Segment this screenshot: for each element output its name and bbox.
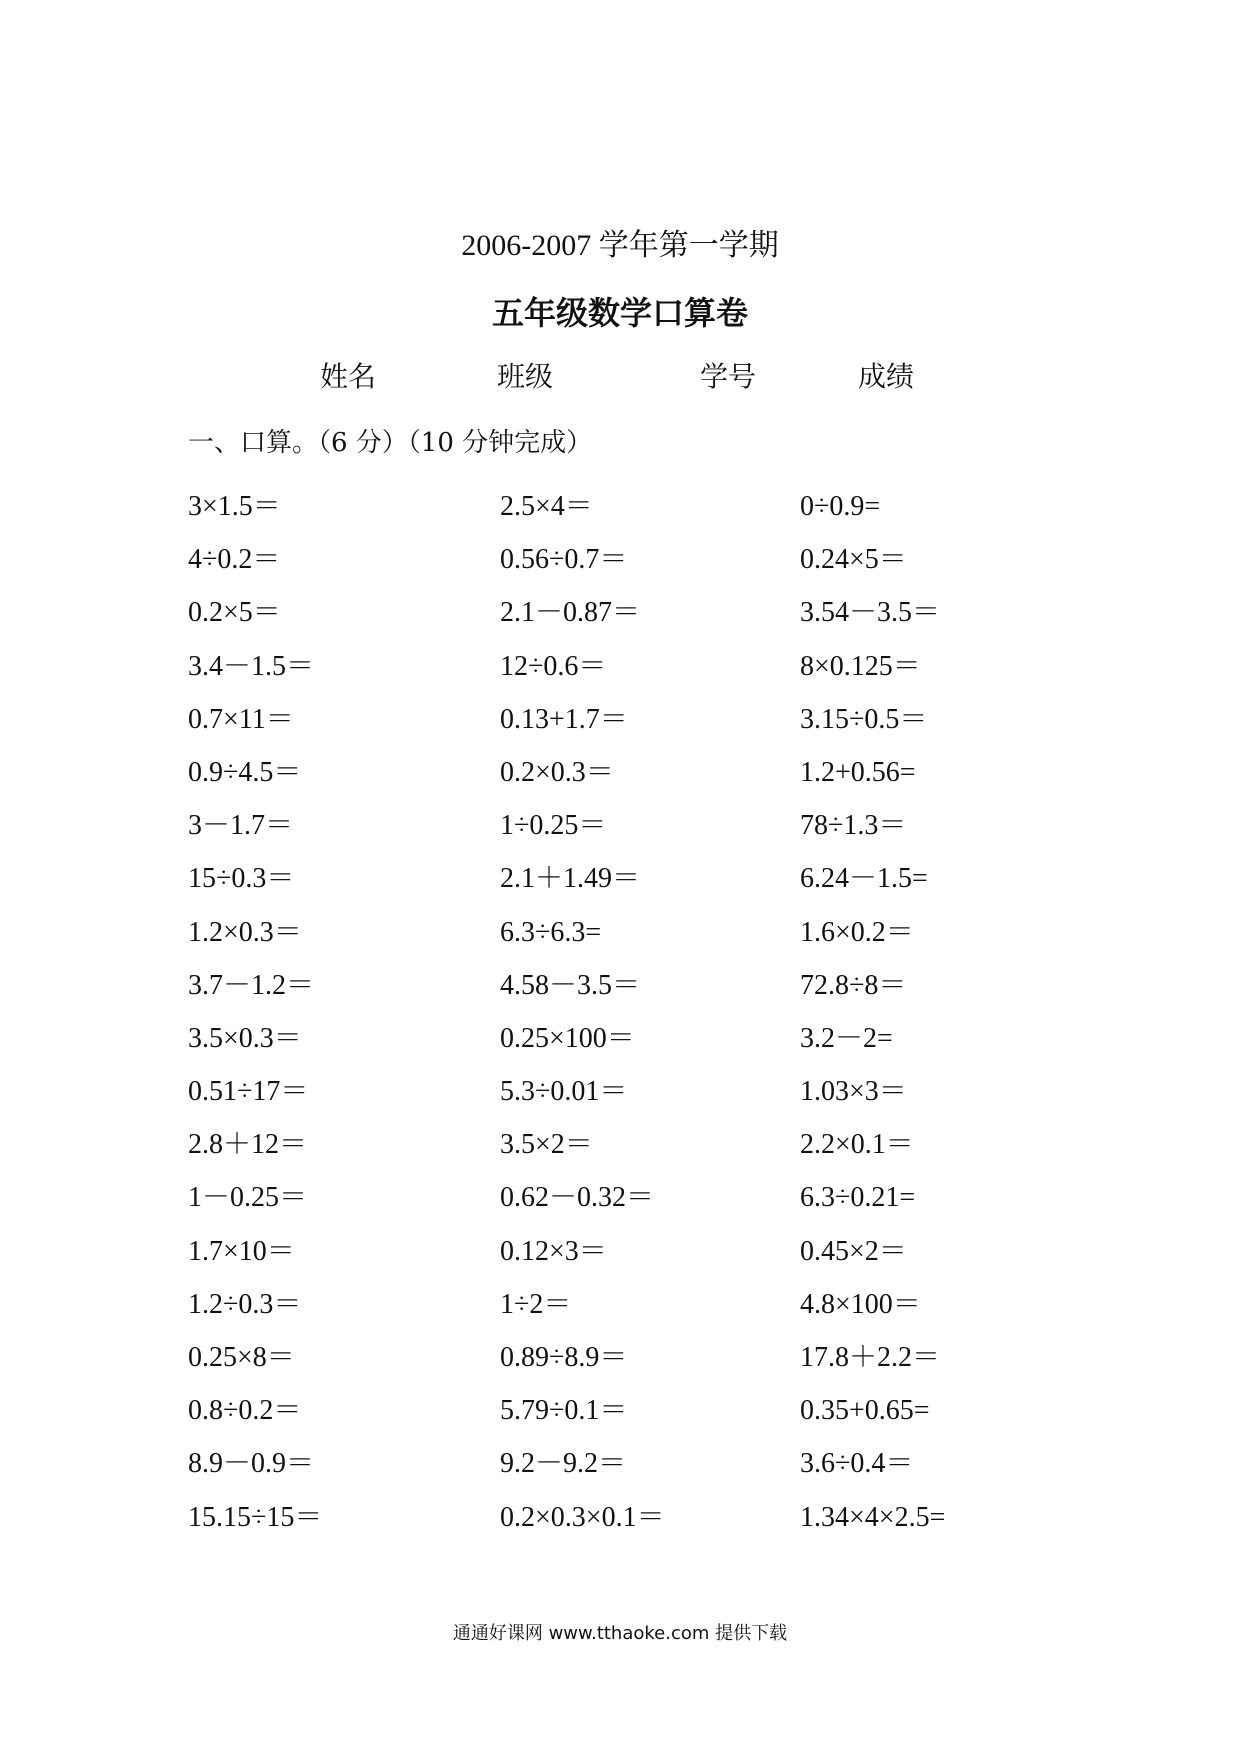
problem-item: 0.12×3＝ — [500, 1235, 607, 1267]
problem-item: 2.8＋12＝ — [188, 1129, 308, 1161]
problem-row — [188, 753, 1088, 806]
problem-grid — [188, 487, 1088, 1551]
problem-item: 3.15÷0.5＝ — [800, 703, 928, 735]
problem-item: 4.58－3.5＝ — [500, 969, 641, 1001]
problem-row — [188, 700, 1088, 753]
problem-item: 6.24－1.5= — [800, 863, 928, 895]
problem-row — [188, 1019, 1088, 1072]
problem-item: 6.3÷0.21= — [800, 1182, 916, 1214]
problem-item: 0.8÷0.2＝ — [188, 1395, 302, 1427]
problem-item: 0.89÷8.9＝ — [500, 1342, 628, 1373]
problem-item: 1.2+0.56= — [800, 756, 916, 788]
problem-item: 1.03×3＝ — [800, 1076, 907, 1108]
name-field-label: 姓名 — [320, 360, 377, 393]
problem-item: 72.8÷8＝ — [800, 969, 907, 1001]
problem-row — [188, 540, 1088, 593]
problem-item: 0.24×5＝ — [800, 544, 907, 576]
problem-row — [188, 1285, 1088, 1338]
problem-item: 8×0.125＝ — [800, 650, 921, 682]
problem-item: 0.2×0.3×0.1＝ — [500, 1501, 665, 1533]
problem-row — [188, 806, 1088, 859]
footer-text: 通通好课网 www.tthaoke.com 提供下载 — [452, 1623, 788, 1644]
problem-item: 0.25×100＝ — [500, 1022, 635, 1054]
student-number-field-label: 学号 — [700, 360, 757, 393]
problem-item: 2.1＋1.49＝ — [500, 863, 641, 895]
problem-item: 0.35+0.65= — [800, 1395, 930, 1427]
problem-item: 15.15÷15＝ — [188, 1501, 323, 1533]
problem-item: 6.3÷6.3= — [500, 916, 602, 948]
problem-item: 0.7×11＝ — [188, 703, 294, 735]
problem-item: 9.2－9.2＝ — [500, 1448, 627, 1480]
problem-item: 0.62－0.32＝ — [500, 1182, 655, 1214]
problem-item: 3.4－1.5＝ — [188, 650, 315, 682]
problem-item: 12÷0.6＝ — [500, 650, 607, 682]
problem-row — [188, 1444, 1088, 1497]
problem-item: 78÷1.3＝ — [800, 810, 907, 842]
problem-item: 4÷0.2＝ — [188, 544, 281, 576]
page-title: 五年级数学口算卷 — [491, 295, 748, 331]
problem-item: 0.2×5＝ — [188, 597, 281, 629]
problem-row — [188, 487, 1088, 540]
problem-item: 1÷2＝ — [500, 1288, 572, 1320]
problem-item: 2.2×0.1＝ — [800, 1129, 914, 1161]
problem-row — [188, 1072, 1088, 1125]
problem-item: 5.3÷0.01＝ — [500, 1076, 628, 1108]
problem-row — [188, 1125, 1088, 1178]
problem-item: 15÷0.3＝ — [188, 863, 295, 895]
problem-item: 0.56÷0.7＝ — [500, 544, 628, 576]
problem-item: 3.6÷0.4＝ — [800, 1448, 914, 1480]
problem-item: 0.13+1.7＝ — [500, 703, 628, 735]
problem-item: 1.6×0.2＝ — [800, 916, 914, 948]
problem-row — [188, 593, 1088, 646]
problem-item: 3.7－1.2＝ — [188, 969, 315, 1001]
problem-item: 3－1.7＝ — [188, 810, 294, 842]
problem-item: 0.45×2＝ — [800, 1235, 907, 1267]
problem-item: 1.2×0.3＝ — [188, 916, 302, 948]
problem-item: 3×1.5＝ — [188, 491, 281, 522]
problem-row — [188, 1338, 1088, 1391]
problem-item: 1－0.25＝ — [188, 1182, 308, 1214]
score-field-label: 成绩 — [858, 360, 915, 393]
problem-item: 8.9－0.9＝ — [188, 1448, 315, 1480]
problem-row — [188, 1178, 1088, 1231]
problem-item: 17.8＋2.2＝ — [800, 1342, 941, 1373]
problem-item: 3.5×0.3＝ — [188, 1022, 302, 1054]
problem-item: 5.79÷0.1＝ — [500, 1395, 628, 1427]
problem-item: 0.2×0.3＝ — [500, 756, 614, 788]
problem-item: 0.51÷17＝ — [188, 1076, 309, 1108]
problem-row — [188, 1232, 1088, 1285]
problem-item: 2.5×4＝ — [500, 491, 593, 522]
problem-row — [188, 913, 1088, 966]
problem-item: 0÷0.9= — [800, 491, 881, 522]
section-heading: 一、口算。（6 分）（10 分钟完成） — [188, 428, 593, 458]
problem-item: 2.1－0.87＝ — [500, 597, 641, 629]
problem-item: 0.9÷4.5＝ — [188, 756, 302, 788]
problem-row — [188, 647, 1088, 700]
problem-item: 3.5×2＝ — [500, 1129, 593, 1161]
problem-item: 3.54－3.5＝ — [800, 597, 941, 629]
problem-item: 3.2－2= — [800, 1022, 893, 1054]
problem-row — [188, 859, 1088, 912]
problem-item: 1.34×4×2.5= — [800, 1501, 946, 1533]
problem-item: 4.8×100＝ — [800, 1288, 921, 1320]
problem-item: 1.7×10＝ — [188, 1235, 295, 1267]
class-field-label: 班级 — [497, 360, 554, 393]
problem-item: 0.25×8＝ — [188, 1342, 295, 1373]
problem-item: 1.2÷0.3＝ — [188, 1288, 302, 1320]
problem-row — [188, 1498, 1088, 1551]
problem-item: 1÷0.25＝ — [500, 810, 607, 842]
term-heading: 2006-2007 学年第一学期 — [461, 229, 779, 262]
problem-row — [188, 1391, 1088, 1444]
problem-row — [188, 966, 1088, 1019]
